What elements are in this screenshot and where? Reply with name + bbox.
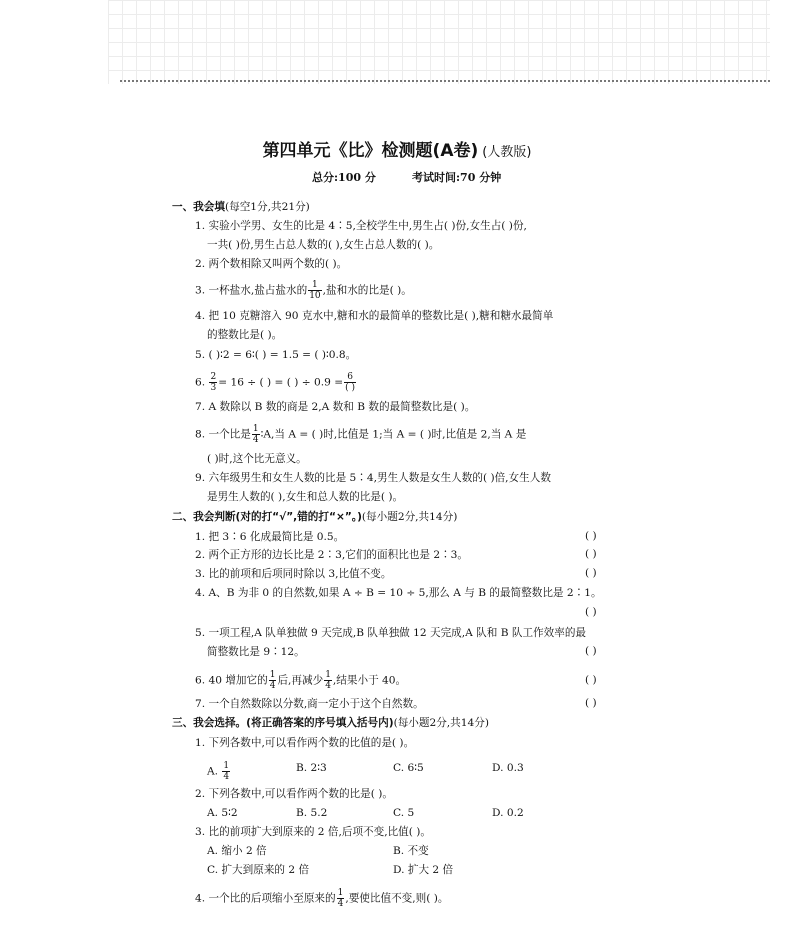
s3-q2: 2. 下列各数中,可以看作两个数的比是( )。 xyxy=(195,788,393,800)
total-score: 总分:100 分 xyxy=(312,171,376,184)
header-grid-band xyxy=(108,0,770,84)
s2-q1: 1. 把 3∶6 化成最简比是 0.5。 xyxy=(195,531,345,543)
s1-q1-line1: 1. 实验小学男、女生的比是 4∶5,全校学生中,男生占( )份,女生占( )份, xyxy=(195,220,527,232)
s2-q6-answer-paren[interactable]: ( ) xyxy=(585,674,597,686)
s1-q2: 2. 两个数相除又叫两个数的( )。 xyxy=(195,258,348,270)
s2-q1-answer-paren[interactable]: ( ) xyxy=(585,530,597,542)
s3-q2-option-b: B. 5.2 xyxy=(296,807,328,819)
s1-q6-number: 6. xyxy=(195,376,209,389)
section-3-note: (每小题2分,共14分) xyxy=(393,717,489,729)
section-2-heading xyxy=(172,510,457,524)
section-2-note: (每小题2分,共14分) xyxy=(361,511,458,523)
s1-q3-numerator: 1 xyxy=(308,280,321,291)
s3-q3-option-d: D. 扩大 2 倍 xyxy=(393,864,454,876)
s1-q3-fraction xyxy=(308,280,321,301)
page-title xyxy=(0,136,794,161)
s2-q6-denominator-2: 4 xyxy=(325,681,331,691)
section-3-heading xyxy=(172,716,489,730)
section-1-note: (每空1分,共21分) xyxy=(224,201,310,213)
s1-q6-fraction xyxy=(209,372,217,393)
s3-q1-option-b: B. 2∶3 xyxy=(296,762,327,774)
s3-q1: 1. 下列各数中,可以看作两个数的比值的是( )。 xyxy=(195,737,415,749)
s1-q6-text: = 16 ÷ ( ) = ( ) ÷ 0.9 = xyxy=(218,376,344,389)
section-3-title: 三、我会选择。(将正确答案的序号填入括号内) xyxy=(172,717,394,729)
s2-q6-text-b: 后,再减少 xyxy=(277,674,324,687)
exam-time: 考试时间:70 分钟 xyxy=(412,171,502,184)
s1-q3-denominator: 10 xyxy=(309,291,321,301)
dotted-divider xyxy=(120,80,770,82)
s2-q3-answer-paren[interactable]: ( ) xyxy=(585,567,597,579)
s2-q4: 4. A、B 为非 0 的自然数,如果 A ÷ B = 10 ÷ 5,那么 A 与 B 的最简整数比是 2∶1。 xyxy=(195,587,602,599)
s2-q6-numerator-1: 1 xyxy=(269,670,276,680)
s2-q6-denominator-1: 4 xyxy=(269,681,276,691)
s1-q9-line2: 是男生人数的( ),女生和总人数的比是( )。 xyxy=(207,491,404,503)
s1-q8-fraction xyxy=(252,424,260,445)
s3-q1-option-a-fraction xyxy=(222,761,230,782)
s1-q3-text-a: 3. 一杯盐水,盐占盐水的 xyxy=(195,284,308,297)
s2-q5-line2: 简整数比是 9∶12。 xyxy=(207,646,305,658)
s1-q3 xyxy=(195,280,412,301)
s3-q4-fraction xyxy=(337,888,345,909)
s3-q4-numerator: 1 xyxy=(337,888,344,898)
s3-q1-option-a xyxy=(207,761,231,782)
s2-q4-answer-paren[interactable]: ( ) xyxy=(585,606,597,618)
s1-q3-text-b: ,盐和水的比是( )。 xyxy=(322,284,412,297)
s2-q7-answer-paren[interactable]: ( ) xyxy=(585,697,597,709)
s1-q6 xyxy=(195,372,357,393)
s2-q6-fraction-1 xyxy=(269,670,277,691)
edition-label: (人教版) xyxy=(482,145,532,160)
s2-q6-numerator-2: 1 xyxy=(325,670,331,680)
s3-q1-option-d: D. 0.3 xyxy=(492,762,524,774)
s3-q4-text-a: 4. 一个比的后项缩小至原来的 xyxy=(195,892,336,905)
s1-q8-text-a: 8. 一个比是 xyxy=(195,428,251,441)
s2-q6-fraction-2 xyxy=(324,670,332,691)
s1-q6-result-fraction xyxy=(344,372,356,393)
s2-q5-answer-paren[interactable]: ( ) xyxy=(585,645,597,657)
s3-q2-option-d: D. 0.2 xyxy=(492,807,524,819)
s3-q4-denominator: 4 xyxy=(337,899,344,909)
s3-q1-option-a-denominator: 4 xyxy=(223,772,230,782)
s3-q3-option-c: C. 扩大到原来的 2 倍 xyxy=(207,864,310,876)
s1-q5: 5. ( )∶2 = 6∶( ) = 1.5 = ( )∶0.8。 xyxy=(195,349,357,361)
s3-q1-option-a-numerator: 1 xyxy=(223,761,230,771)
s1-q6-denominator: 3 xyxy=(210,383,217,393)
s1-q8-denominator: 4 xyxy=(252,435,259,445)
s1-q7: 7. A 数除以 B 数的商是 2,A 数和 B 数的最简整数比是( )。 xyxy=(195,401,476,413)
s3-q3: 3. 比的前项扩大到原来的 2 倍,后项不变,比值( )。 xyxy=(195,826,432,838)
s1-q8-line2: ( )时,这个比无意义。 xyxy=(207,453,307,465)
s1-q4-line1: 4. 把 10 克糖溶入 90 克水中,糖和水的最简单的整数比是( ),糖和糖水最简单 xyxy=(195,310,554,322)
s2-q3: 3. 比的前项和后项同时除以 3,比值不变。 xyxy=(195,568,392,580)
s3-q2-option-a: A. 5∶2 xyxy=(207,807,238,819)
section-1-heading xyxy=(172,200,310,214)
s1-q9-line1: 9. 六年级男生和女生人数的比是 5∶4,男生人数是女生人数的( )倍,女生人数 xyxy=(195,472,551,484)
section-2-title: 二、我会判断(对的打“√”,错的打“×”。) xyxy=(172,511,362,523)
s1-q6-result-denominator: ( ) xyxy=(345,383,356,393)
s3-q3-option-a: A. 缩小 2 倍 xyxy=(207,845,267,857)
s1-q6-result-numerator: 6 xyxy=(344,372,356,383)
s1-q4-line2: 的整数比是( )。 xyxy=(207,329,283,341)
s3-q2-option-c: C. 5 xyxy=(393,807,415,819)
title-text: 第四单元《比》检测题(A卷) xyxy=(262,141,479,161)
s2-q6-text-a: 6. 40 增加它的 xyxy=(195,674,268,687)
section-1-title: 一、我会填 xyxy=(172,201,225,213)
s3-q1-option-a-label: A. xyxy=(207,765,219,778)
s2-q2-answer-paren[interactable]: ( ) xyxy=(585,548,597,560)
s1-q8-numerator: 1 xyxy=(252,424,259,434)
s3-q4 xyxy=(195,888,448,909)
s1-q8-line1 xyxy=(195,424,526,445)
s1-q8-text-b: ∶A,当 A = ( )时,比值是 1;当 A = ( )时,比值是 2,当 A 是 xyxy=(260,428,527,441)
s1-q1-line2: 一共( )份,男生占总人数的( ),女生占总人数的( )。 xyxy=(207,239,440,251)
s3-q3-option-b: B. 不变 xyxy=(393,845,429,857)
s2-q6-text-c: ,结果小于 40。 xyxy=(332,674,407,687)
s2-q2: 2. 两个正方形的边长比是 2∶3,它们的面积比也是 2∶3。 xyxy=(195,549,469,561)
s3-q1-option-c: C. 6∶5 xyxy=(393,762,424,774)
s1-q6-numerator: 2 xyxy=(210,372,217,382)
s2-q7: 7. 一个自然数除以分数,商一定小于这个自然数。 xyxy=(195,698,424,710)
s2-q6 xyxy=(195,670,406,691)
s3-q4-text-b: ,要使比值不变,则( )。 xyxy=(345,892,449,905)
s2-q5-line1: 5. 一项工程,A 队单独做 9 天完成,B 队单独做 12 天完成,A 队和 B 队工作效率的最 xyxy=(195,627,587,639)
